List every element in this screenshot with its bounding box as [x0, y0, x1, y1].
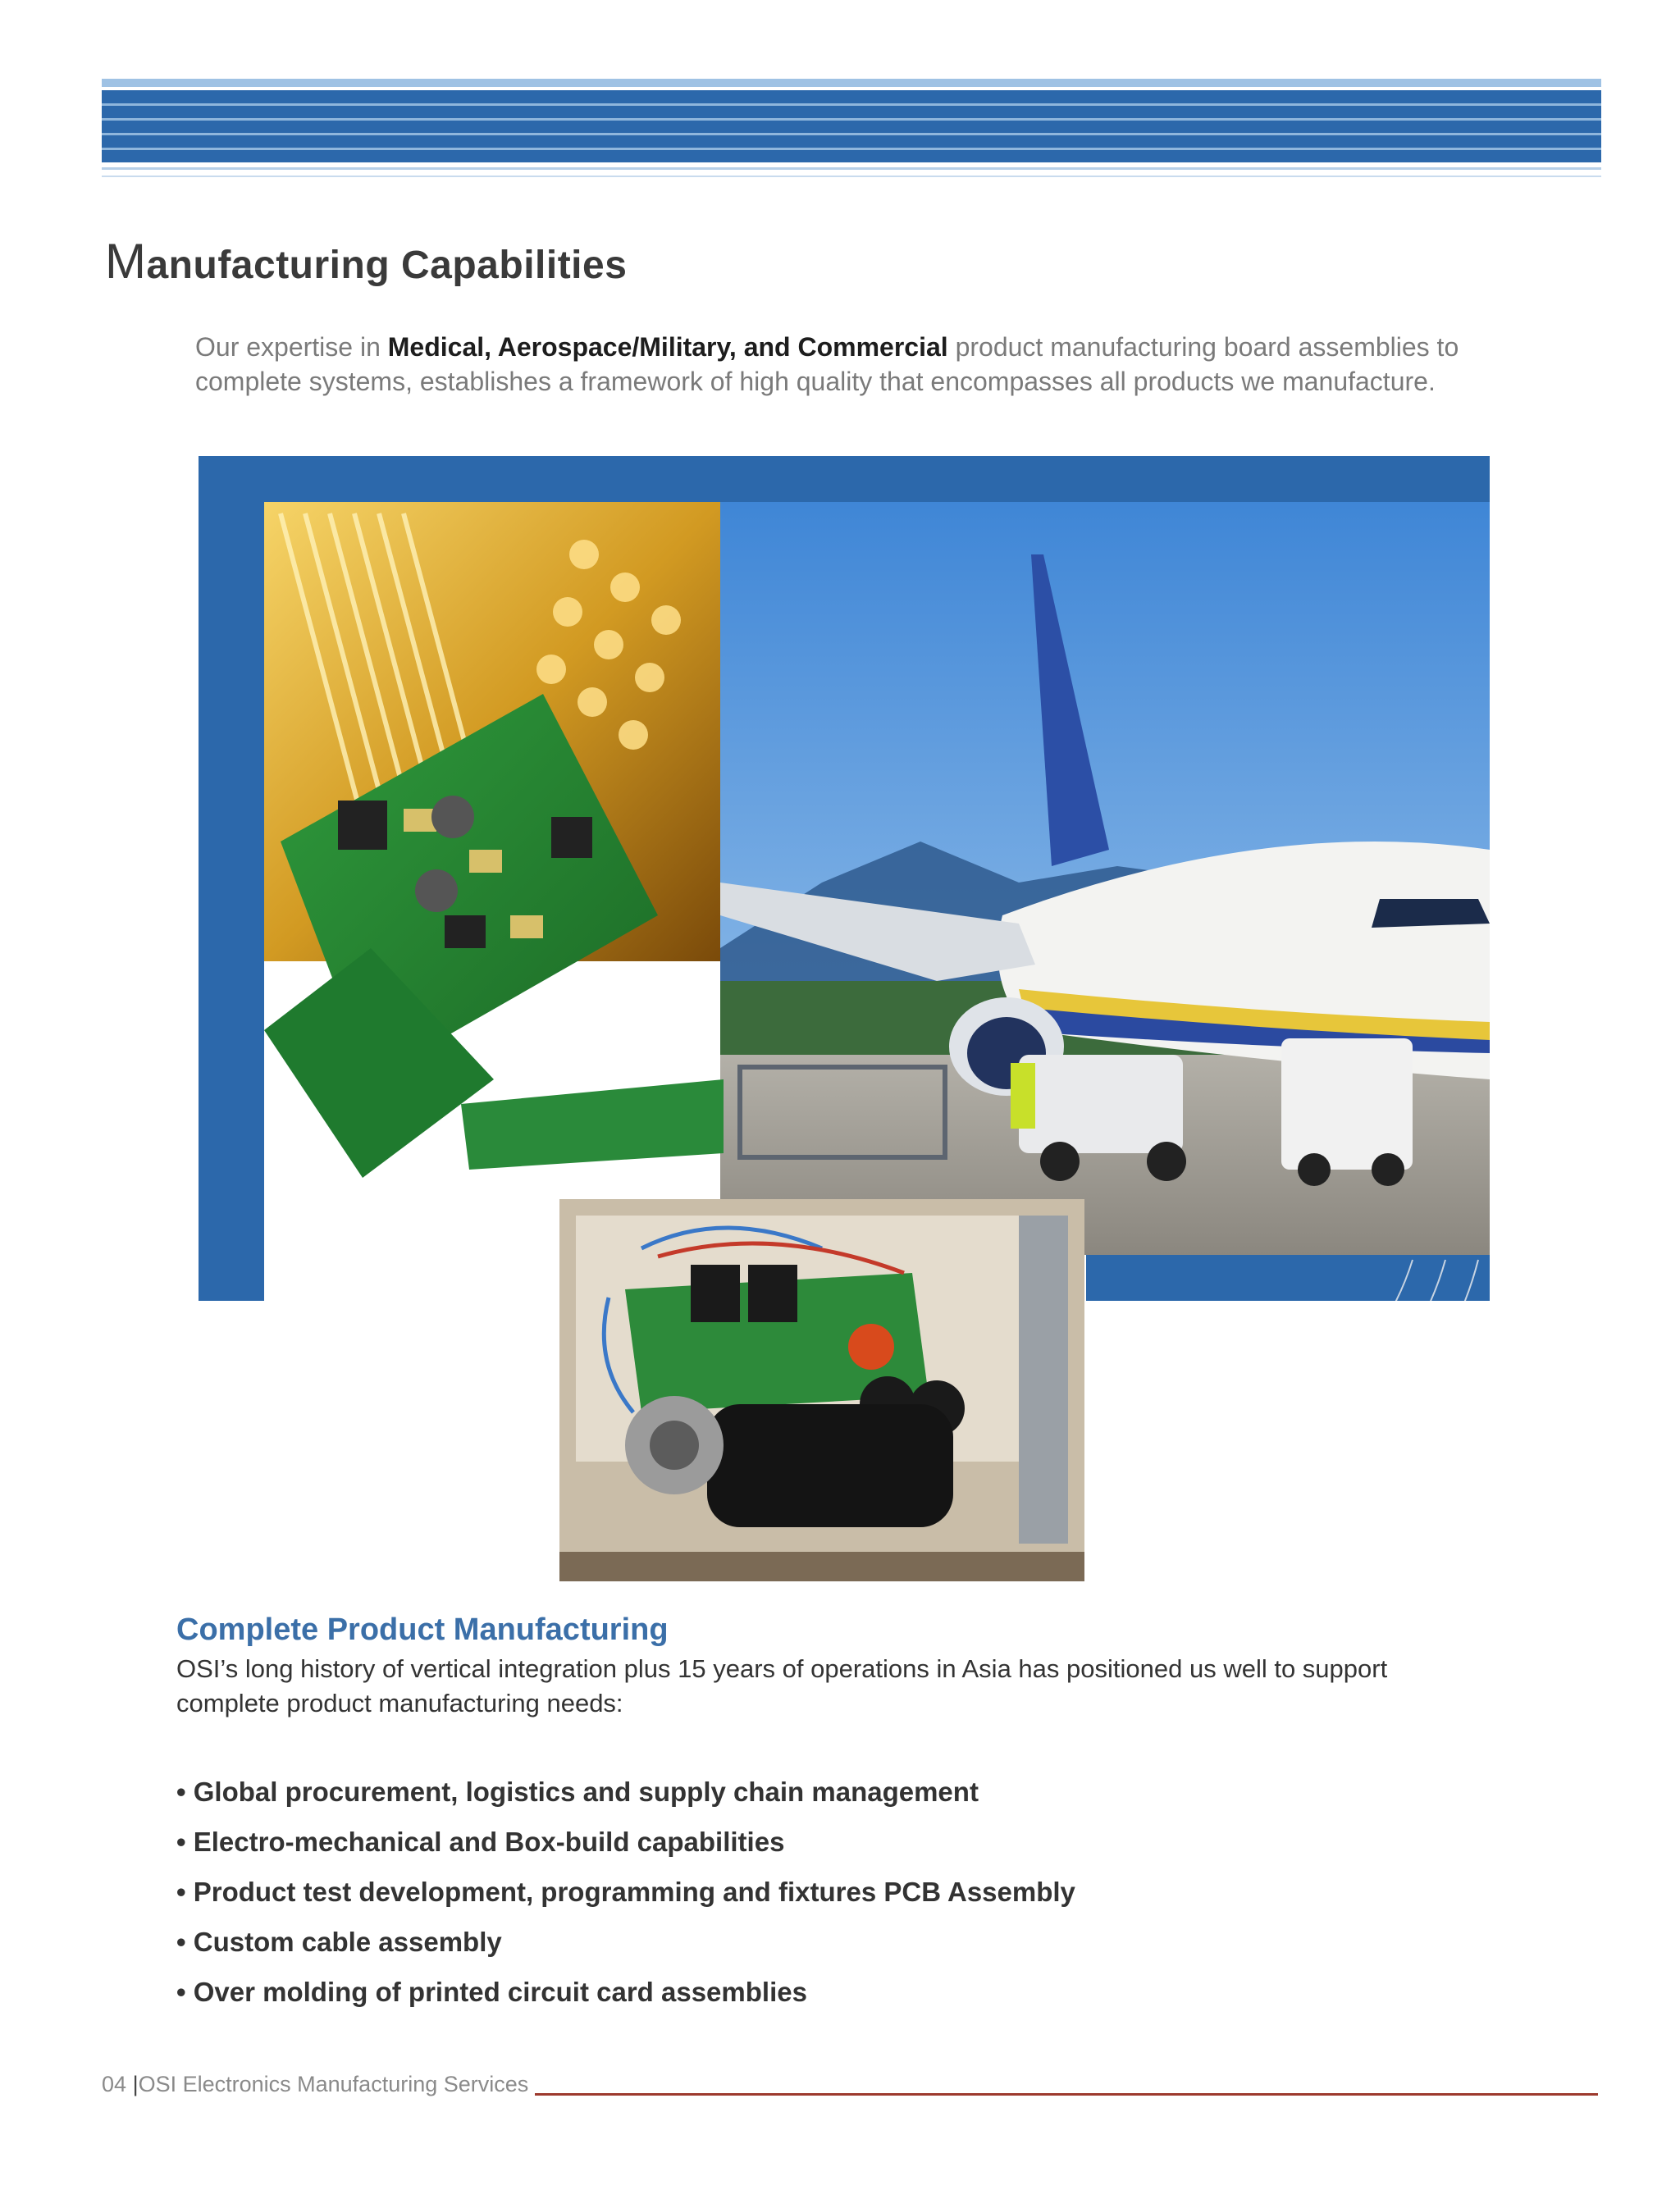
section-body: OSI’s long history of vertical integration plus 15 years of operations in Asia has positioned us well to support complete product manufacturing needs: — [176, 1654, 1388, 1717]
page-number: 04 — [102, 2072, 127, 2096]
intro-paragraph — [195, 330, 1516, 399]
footer-separator: | — [132, 2072, 139, 2096]
frame-left-band — [199, 502, 264, 1301]
frame-bottom-band — [1086, 1255, 1490, 1301]
page-title: Manufacturing Capabilities — [105, 234, 628, 289]
intro-lead: Our expertise in — [195, 332, 388, 362]
intro-sectors: Medical, Aerospace/Military, and Commercial — [387, 332, 948, 362]
intro-rest: product manufacturing board assemblies to complete systems, establishes a framework of high quality that encompasses all products we manufacture. — [195, 332, 1459, 396]
list-item: • Global procurement, logistics and supply chain management — [176, 1767, 1075, 1817]
list-item: • Custom cable assembly — [176, 1917, 1075, 1967]
publication-name: OSI Electronics Manufacturing Services — [138, 2072, 529, 2096]
list-item: • Over molding of printed circuit card assemblies — [176, 1967, 1075, 2017]
capability-list — [176, 1767, 1075, 2017]
photo-collage — [199, 456, 1490, 1301]
motor-assembly-photo-full — [559, 1199, 1084, 1581]
list-item: • Electro-mechanical and Box-build capabilities — [176, 1817, 1075, 1867]
frame-top-band — [199, 456, 1490, 502]
page-footer — [102, 2072, 528, 2097]
circuit-boards-photo — [264, 502, 724, 1211]
list-item: • Product test development, programming and fixtures PCB Assembly — [176, 1867, 1075, 1917]
section-title: Complete Product Manufacturing — [176, 1613, 669, 1647]
airplane-photo — [720, 502, 1490, 1255]
footer-rule — [535, 2093, 1598, 2096]
